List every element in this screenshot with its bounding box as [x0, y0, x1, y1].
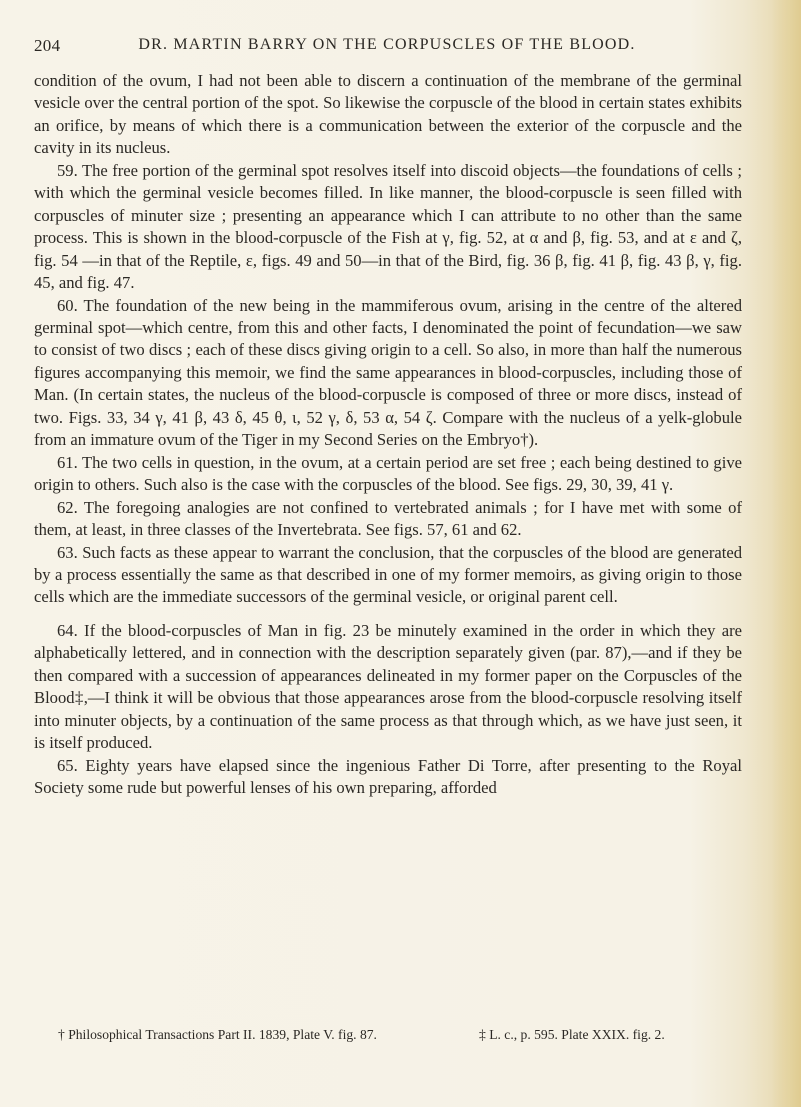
paragraph-64: 64. If the blood-corpuscles of Man in fig. 23 be minutely examined in the order in which they are alphabetically lettered, and in connection with the description separately given (par. 87),—and if they be then compared with a succession of appearances delineated in my former paper on the Corpuscles of the Blood‡,—I think it will be obvious that those appearances arose from the blood-corpuscle resolving itself into minuter objects, by a continuation of the same process as that through which, as we have just seen, it is itself produced. — [34, 620, 742, 753]
paragraph-62: 62. The foregoing analogies are not confined to vertebrated animals ; for I have met with some of them, at least, in three classes of the Invertebrata. See figs. 57, 61 and 62. — [34, 497, 742, 540]
page-header — [34, 36, 740, 62]
paragraph-59: 59. The free portion of the germinal spot resolves itself into discoid objects—the foundations of cells ; with which the germinal vesicle becomes filled. In like manner, the blood-corpuscle is seen filled with corpuscles of minuter size ; presenting an appearance which I can attribute to no other than the same process. This is shown in the blood-corpuscle of the Fish at γ, fig. 52, at α and β, fig. 53, and at ε and ζ, fig. 54 —in that of the Reptile, ε, figs. 49 and 50—in that of the Bird, fig. 36 β, fig. 41 β, fig. 43 β, γ, fig. 45, and fig. 47. — [34, 160, 742, 293]
footnote-double-dagger: ‡ L. c., p. 595. Plate XXIX. fig. 2. — [479, 1027, 665, 1042]
footnote-dagger: † Philosophical Transactions Part II. 1839, Plate V. fig. 87. — [58, 1027, 377, 1042]
page-edge-shading — [771, 0, 801, 1107]
running-title: DR. MARTIN BARRY ON THE CORPUSCLES OF THE BLOOD. — [138, 36, 636, 53]
paragraph-63: 63. Such facts as these appear to warrant the conclusion, that the corpuscles of the blood are generated by a process essentially the same as that described in one of my former memoirs, as giving origin to those cells which are the immediate successors of the germinal vesicle, or original parent cell. — [34, 542, 742, 607]
footnotes — [58, 1026, 748, 1044]
paragraph-65: 65. Eighty years have elapsed since the ingenious Father Di Torre, after presenting to the Royal Society some rude but powerful lenses of his own preparing, afforded — [34, 755, 742, 798]
page-number: 204 — [34, 36, 61, 55]
paragraph-continuation: condition of the ovum, I had not been able to discern a continuation of the membrane of the germinal vesicle over the central portion of the spot. So likewise the corpuscle of the blood in certain states exhibits an orifice, by means of which there is a communication between the exterior of the corpuscle and the cavity in its nucleus. — [34, 71, 742, 158]
paragraph-60: 60. The foundation of the new being in the mammiferous ovum, arising in the centre of the altered germinal spot—which centre, from this and other facts, I denominated the point of fecundation—we saw to consist of two discs ; each of these discs giving origin to a cell. So also, in more than half the numerous figures accompanying this memoir, we find the same appearances in blood-corpuscles, including those of Man. (In certain states, the nucleus of the blood-corpuscle is composed of three or more discs, instead of two. Figs. 33, 34 γ, 41 β, 43 δ, 45 θ, ι, 52 γ, δ, 53 α, 54 ζ. Compare with the nucleus of a yelk-globule from an immature ovum of the Tiger in my Second Series on the Embryo†). — [34, 295, 742, 450]
body-text — [34, 70, 742, 800]
paragraph-61: 61. The two cells in question, in the ovum, at a certain period are set free ; each being destined to give origin to others. Such also is the case with the corpuscles of the blood. See figs. 29, 30, 39, 41 γ. — [34, 452, 742, 495]
